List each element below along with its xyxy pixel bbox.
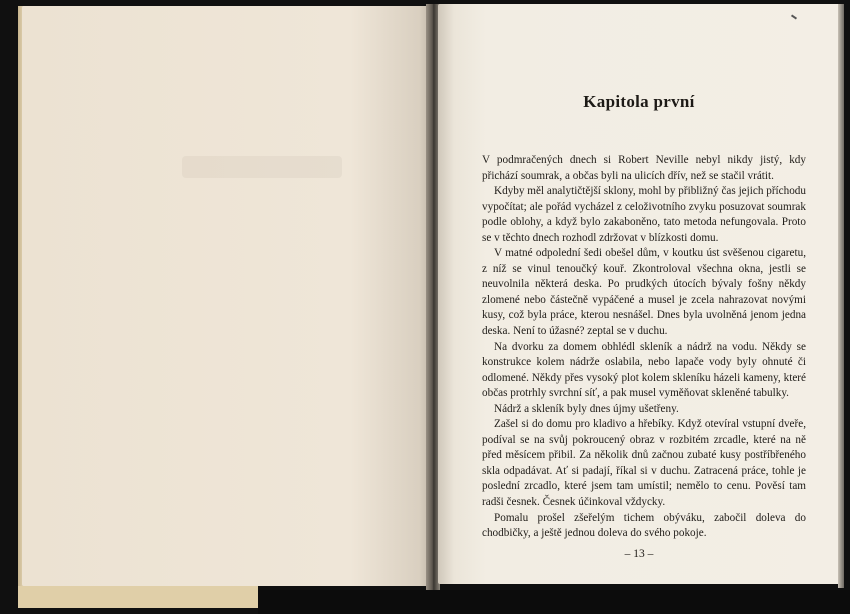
paragraph: V matné odpolední šedi obešel dům, v koutku úst svěšenou cigaretu, z níž se vinul tenoučký kouř. Zkontroloval všechna okna, jestli se neuvolnila některá deska. Po prudkých útocích bývaly fošny někdy zlomené nebo částečně vypáčené a musel je zcela nahrazovat novými kusy, což byla práce, kterou nesnášel. Dnes byla uvolněná jenom jedna deska. Není to úžasné? zeptal se v duchu.	[482, 247, 806, 338]
body-text	[482, 153, 806, 542]
paragraph: Na dvorku za domem obhlédl skleník a nádrž na vodu. Někdy se konstrukce kolem nádrže oslabila, nebo lapače vody byly ohnuté či odlomené. Někdy přes vysoký plot kolem skleníku házeli kameny, které občas protrhly svrchní síť, a pak musel vyměňovat skleněné tabulky.	[482, 340, 806, 400]
background-strip	[258, 590, 850, 614]
page-number: – 13 –	[624, 548, 654, 560]
show-through-text	[182, 156, 342, 178]
paragraph: Nádrž a skleník byly dnes újmy ušetřeny.	[494, 402, 679, 415]
paragraph: Zašel si do domu pro kladivo a hřebíky. Když otevíral vstupní dveře, podíval se na svůj pokroucený obraz v rozbitém zrcadle, které na ně před měsícem přibil. Za několik dnů začnou zubaté kusy postříbřeného skla odpadávat. Ať si padají, říkal si v duchu. Zatracená práce, tohle je poslední zrcadlo, které jsem tam umístil; nemělo to cenu. Pověsí tam radši česnek. Česnek účinkoval vždycky.	[482, 418, 806, 509]
left-page-bottom-edge	[18, 586, 258, 608]
chapter-title: Kapitola první	[583, 92, 695, 111]
paragraph: V podmračených dnech si Robert Neville nebyl nikdy jistý, kdy přichází soumrak, a občas byli na ulicích dřív, než se stačil vrátit.	[482, 154, 806, 182]
paragraph: Pomalu prošel zšeřelým tichem obýváku, zabočil doleva do chodbičky, a ještě jednou doleva do svého pokoje.	[482, 511, 806, 540]
left-page-blank	[22, 6, 432, 586]
paragraph: Kdyby měl analytičtější sklony, mohl by přibližný čas jejich příchodu vypočítat; ale pořád vycházel z celoživotního zvyku posuzovat soumrak podle oblohy, a když bylo zakaboněno, tato metoda nefungovala. Proto se v těchto dnech rozhodl zdržovat v blízkosti domu.	[482, 185, 806, 244]
